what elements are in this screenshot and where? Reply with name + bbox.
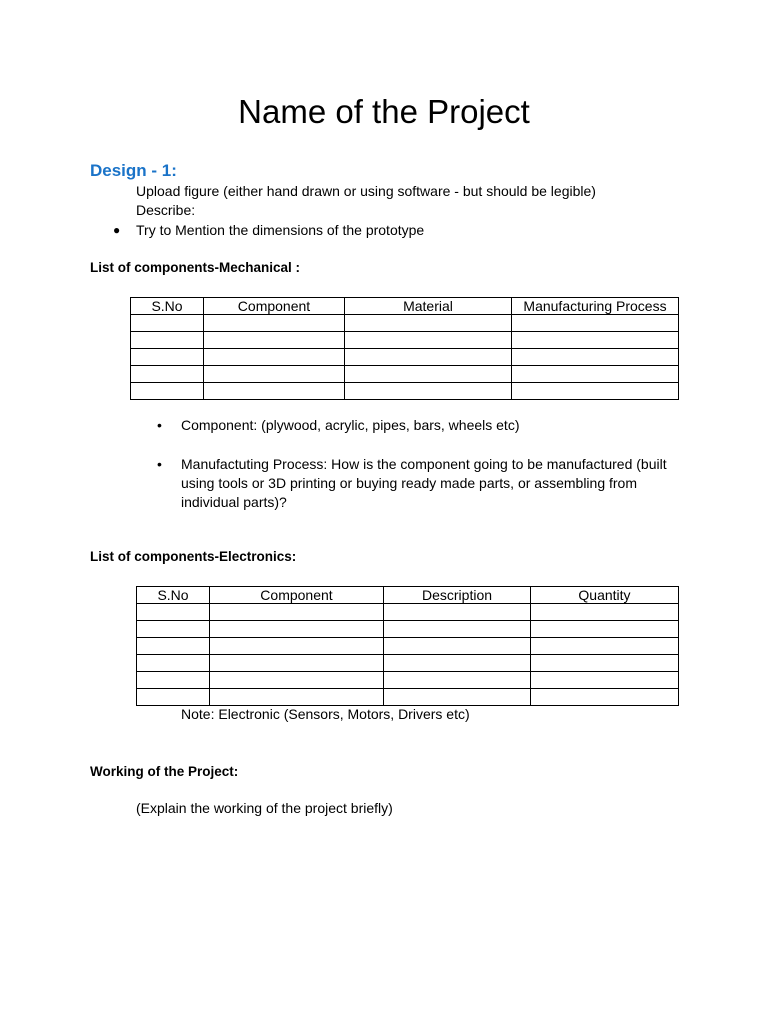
component-note: Component: (plywood, acrylic, pipes, bars, wheels etc) (181, 417, 520, 433)
bullet-icon: • (157, 417, 162, 433)
mechanical-heading: List of components-Mechanical : (90, 260, 301, 275)
electronics-heading: List of components-Electronics: (90, 549, 297, 564)
table-cell[interactable] (204, 383, 345, 400)
column-header-component: Component (204, 298, 345, 315)
table-cell[interactable] (137, 621, 210, 638)
table-cell[interactable] (384, 655, 531, 672)
table-cell[interactable] (512, 332, 679, 349)
bullet-icon: ● (113, 223, 121, 237)
table-row (131, 315, 679, 332)
column-header-material: Material (345, 298, 512, 315)
dimensions-bullet-text: Try to Mention the dimensions of the prototype (136, 222, 425, 238)
table-row (137, 655, 679, 672)
page-title: Name of the Project (238, 93, 530, 130)
column-header-sno: S.No (131, 298, 204, 315)
table-header-row (137, 587, 679, 604)
table-cell[interactable] (210, 621, 384, 638)
table-cell[interactable] (131, 332, 204, 349)
table-cell[interactable] (210, 638, 384, 655)
mechanical-components-table (130, 297, 679, 400)
table-cell[interactable] (204, 332, 345, 349)
table-cell[interactable] (210, 655, 384, 672)
table-cell[interactable] (131, 383, 204, 400)
table-cell[interactable] (131, 366, 204, 383)
table-cell[interactable] (345, 383, 512, 400)
design-heading: Design - 1: (90, 161, 177, 180)
table-cell[interactable] (384, 638, 531, 655)
table-cell[interactable] (345, 315, 512, 332)
table-cell[interactable] (131, 315, 204, 332)
working-heading: Working of the Project: (90, 764, 239, 779)
column-header-component: Component (210, 587, 384, 604)
table-cell[interactable] (512, 349, 679, 366)
table-row (137, 604, 679, 621)
table-cell[interactable] (531, 672, 679, 689)
table-cell[interactable] (531, 621, 679, 638)
column-header-description: Description (384, 587, 531, 604)
table-row (137, 621, 679, 638)
table-cell[interactable] (204, 366, 345, 383)
table-cell[interactable] (137, 655, 210, 672)
describe-label: Describe: (136, 202, 196, 218)
table-cell[interactable] (137, 672, 210, 689)
electronics-note: Note: Electronic (Sensors, Motors, Drivers etc) (181, 706, 470, 722)
table-cell[interactable] (137, 604, 210, 621)
table-cell[interactable] (204, 349, 345, 366)
bullet-icon: • (157, 456, 162, 472)
table-cell[interactable] (384, 604, 531, 621)
table-cell[interactable] (210, 689, 384, 706)
electronics-components-table (136, 586, 679, 706)
table-cell[interactable] (531, 655, 679, 672)
column-header-sno: S.No (137, 587, 210, 604)
table-cell[interactable] (512, 315, 679, 332)
table-cell[interactable] (210, 604, 384, 621)
table-row (137, 689, 679, 706)
table-cell[interactable] (345, 332, 512, 349)
table-cell[interactable] (204, 315, 345, 332)
working-instruction: (Explain the working of the project briefly) (136, 800, 393, 816)
table-row (131, 332, 679, 349)
column-header-quantity: Quantity (531, 587, 679, 604)
table-cell[interactable] (137, 638, 210, 655)
table-cell[interactable] (531, 638, 679, 655)
table-row (131, 383, 679, 400)
table-row (137, 638, 679, 655)
manufacturing-process-note: Manufactuting Process: How is the component going to be manufactured (built using tools or 3D printing or buying ready made parts, or assembling from individual parts)? (181, 456, 667, 510)
table-cell[interactable] (131, 349, 204, 366)
table-cell[interactable] (210, 672, 384, 689)
table-row (131, 366, 679, 383)
table-row (137, 672, 679, 689)
table-cell[interactable] (345, 349, 512, 366)
upload-instruction: Upload figure (either hand drawn or using software - but should be legible) (136, 183, 596, 199)
table-cell[interactable] (512, 366, 679, 383)
table-cell[interactable] (384, 621, 531, 638)
table-cell[interactable] (345, 366, 512, 383)
table-cell[interactable] (137, 689, 210, 706)
table-header-row (131, 298, 679, 315)
table-cell[interactable] (384, 672, 531, 689)
table-cell[interactable] (384, 689, 531, 706)
column-header-manufacturing-process: Manufacturing Process (512, 298, 679, 315)
table-cell[interactable] (512, 383, 679, 400)
table-cell[interactable] (531, 689, 679, 706)
table-row (131, 349, 679, 366)
table-cell[interactable] (531, 604, 679, 621)
